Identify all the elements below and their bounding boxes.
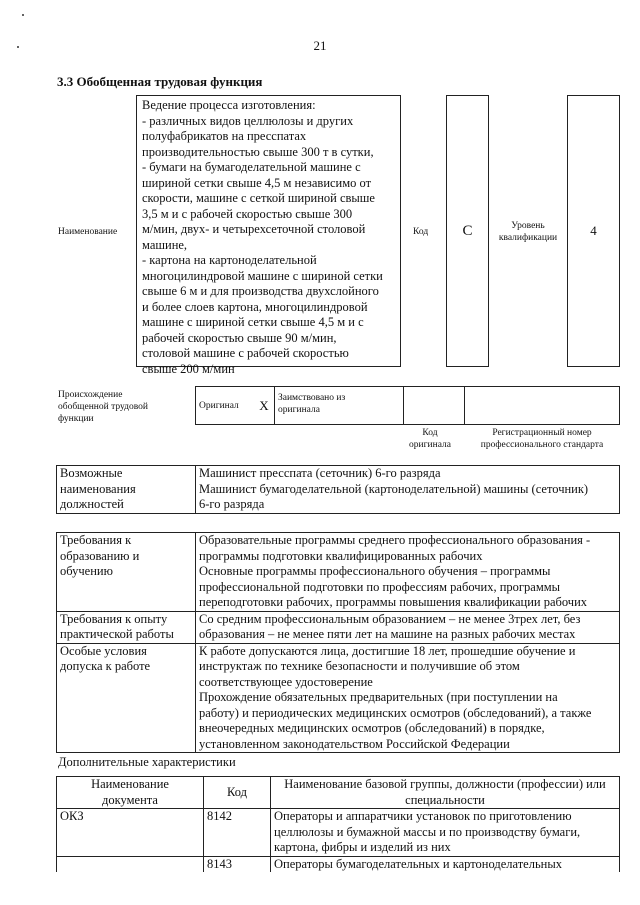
value-line: профессиональной подготовки по профессиям рабочих, программы	[199, 579, 561, 594]
scan-speck	[22, 14, 24, 16]
requirement-label	[57, 611, 196, 643]
value-line: Машинист бумагоделательной (картоноделательной) машины (сеточник)	[199, 481, 589, 496]
caption-line: профессионального стандарта	[480, 440, 604, 450]
header-line: Наименование	[91, 777, 169, 791]
code-original-cell	[404, 387, 465, 425]
requirement-row	[57, 611, 620, 643]
label-line: должностей	[60, 497, 124, 511]
value-line: Прохождение обязательных предварительных (при поступлении на	[199, 690, 558, 704]
value-line: программы подготовки квалифицированных рабочих	[199, 548, 483, 563]
possible-names-label	[57, 466, 196, 514]
value-line: установленном законодательством Российской Федерации	[199, 736, 510, 751]
additional-title: Дополнительные характеристики	[58, 755, 236, 769]
level-value-box	[567, 95, 620, 367]
possible-names-table	[56, 465, 620, 514]
borrowed-cell	[275, 387, 404, 425]
naimenovanie-line: столовой машине с рабочей скоростью	[142, 346, 349, 360]
header-doc	[57, 777, 204, 809]
name-line: картона, фибры и изделий из них	[274, 840, 451, 854]
value-line: Основные программы профессионального обучения – программы	[199, 564, 551, 578]
original-label: Оригинал	[196, 387, 255, 425]
additional-table	[56, 776, 620, 872]
origin-label	[58, 389, 148, 425]
code-label: Код	[413, 227, 429, 237]
row-name	[271, 809, 620, 857]
level-label-line: квалификации	[498, 233, 558, 243]
value-line: Со средним профессиональным образованием – не менее 3трех лет, без	[199, 611, 581, 626]
label-line: Особые условия	[60, 643, 147, 658]
borrowed-line: оригинала	[278, 405, 320, 415]
origin-table	[195, 386, 620, 425]
page-number: 21	[313, 38, 327, 53]
header-line: Наименование базовой группы, должности (профессии) или	[284, 777, 606, 791]
row-code: 8143	[204, 856, 271, 872]
additional-header-row	[57, 777, 620, 809]
label-line: Требования к опыту	[60, 611, 168, 626]
row-doc: ОКЗ	[57, 809, 204, 857]
requirement-row	[57, 643, 620, 753]
original-mark: X	[254, 387, 275, 425]
label-line: практической работы	[60, 627, 174, 641]
naimenovanie-line: машине,	[142, 237, 188, 252]
value-line: инструктаж по технике безопасности и получившие об этом	[199, 659, 520, 673]
label-line: обучению	[60, 564, 113, 578]
requirement-value	[196, 533, 620, 612]
row-code: 8142	[204, 809, 271, 857]
label-line: допуска к работе	[60, 659, 151, 673]
header-line: специальности	[405, 792, 485, 807]
value-line: 6-го разряда	[199, 497, 265, 511]
naimenovanie-line: свыше 200 м/мин	[142, 361, 235, 376]
table-row	[57, 809, 620, 857]
label-line: наименования	[60, 481, 136, 496]
naimenovanie-line: Ведение процесса изготовления:	[142, 98, 316, 112]
level-label	[492, 220, 564, 244]
caption-line: Регистрационный номер	[492, 428, 592, 438]
naimenovanie-text	[142, 98, 396, 377]
naimenovanie-line: и более слоев картона, многоцилиндровой	[142, 299, 368, 314]
naimenovanie-line: многоцилиндровой машине с шириной сетки	[142, 268, 383, 283]
header-line: документа	[102, 792, 158, 807]
naimenovanie-box	[136, 95, 401, 376]
header-group	[271, 777, 620, 809]
code-original-caption	[400, 427, 460, 451]
requirement-value	[196, 643, 620, 753]
requirement-row	[57, 533, 620, 612]
naimenovanie-line: производительностью свыше 300 т в сутки,	[142, 144, 374, 159]
caption-line: оригинала	[409, 440, 451, 450]
origin-label-line: функции	[58, 414, 94, 424]
label-line: Возможные	[60, 466, 123, 480]
level-label-line: Уровень	[511, 221, 545, 231]
requirements-table	[56, 532, 620, 753]
naimenovanie-line: - картона на картоноделательной	[142, 253, 317, 267]
naimenovanie-line: м/мин, двух- и четырехсеточной столовой	[142, 222, 366, 236]
requirement-label	[57, 643, 196, 753]
code-value: C	[462, 222, 473, 239]
naimenovanie-line: - различных видов целлюлозы и других	[142, 113, 354, 128]
naimenovanie-line: рабочей скоростью свыше 90 м/мин,	[142, 330, 337, 345]
section-title: 3.3 Обобщенная трудовая функция	[57, 74, 263, 89]
value-line: Образовательные программы среднего профессионального образования -	[199, 533, 591, 547]
reg-number-cell	[465, 387, 620, 425]
value-line: Машинист пресспата (сеточник) 6-го разряда	[199, 466, 441, 480]
requirement-label	[57, 533, 196, 612]
naimenovanie-line: шириной сетки свыше 4,5 м независимо от	[142, 175, 372, 190]
value-line: переподготовки рабочих, программы повышения квалификации рабочих	[199, 595, 588, 609]
naimenovanie-line: машине с шириной сетки свыше 4,5 м и с	[142, 315, 364, 329]
value-line: внеочередных медицинских осмотров (обследований) в порядке,	[199, 721, 545, 735]
level-value: 4	[590, 223, 597, 238]
header-code: Код	[204, 777, 271, 809]
naimenovanie-line: 3,5 м и с рабочей скоростью свыше 300	[142, 206, 353, 221]
naimenovanie-line: свыше 6 м и для производства двухслойного	[142, 284, 379, 298]
value-line: образования – не менее пяти лет на машине на разных рабочих местах	[199, 627, 576, 641]
requirement-value	[196, 611, 620, 643]
origin-label-line: Происхождение	[58, 390, 123, 400]
naimenovanie-label: Наименование	[58, 227, 118, 237]
value-line: К работе допускаются лица, достигшие 18 лет, прошедшие обучение и	[199, 643, 576, 658]
row-doc	[57, 856, 204, 872]
naimenovanie-line: полуфабрикатов на пресспатах	[142, 129, 307, 143]
possible-names-value	[196, 466, 620, 514]
value-line: соответствующее удостоверение	[199, 674, 373, 689]
name-line: Операторы и аппаратчики установок по приготовлению	[274, 809, 572, 823]
caption-line: Код	[422, 428, 438, 438]
reg-number-caption	[462, 427, 622, 451]
label-line: Требования к	[60, 533, 132, 547]
row-name	[271, 856, 620, 872]
value-line: работу) и периодических медицинских осмотров (обследований), а также	[199, 705, 592, 720]
label-line: образованию и	[60, 548, 140, 563]
naimenovanie-line: скорости, машине с сеткой шириной свыше	[142, 191, 375, 205]
borrowed-line: Заимствовано из	[278, 393, 346, 403]
table-row	[57, 856, 620, 872]
name-line: Операторы бумагоделательных и картоноделательных	[274, 856, 563, 871]
name-line: целлюлозы и бумажной массы и по производству бумаги,	[274, 824, 581, 839]
origin-label-line: обобщенной трудовой	[58, 402, 148, 412]
naimenovanie-line: - бумаги на бумагоделательной машине с	[142, 160, 361, 174]
code-value-box	[446, 95, 489, 367]
